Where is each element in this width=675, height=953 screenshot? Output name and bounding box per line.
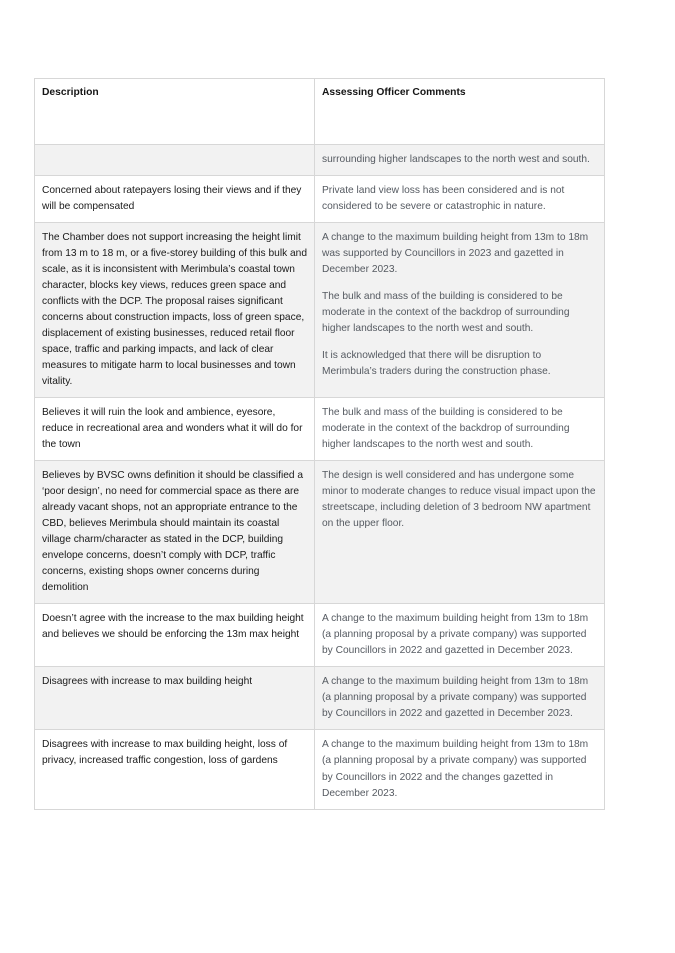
cell-description (35, 604, 315, 667)
comment-paragraph: A change to the maximum building height from 13m to 18m (a planning proposal by a private company) was supported by Councillors in 2022 and gazetted in December 2023. (322, 613, 589, 657)
comment-paragraph: A change to the maximum building height from 13m to 18m (a planning proposal by a private company) was supported by Councillors in 2022 and gazetted in December 2023. (322, 676, 589, 720)
comment-paragraph: The bulk and mass of the building is considered to be moderate in the context of the backdrop of surrounding higher landscapes to the north west and south. (322, 407, 570, 451)
cell-assessing-officer-comment (315, 176, 605, 223)
cell-assessing-officer-comment (315, 398, 605, 461)
table-header (35, 79, 605, 145)
comment-paragraph: The design is well considered and has undergone some minor to moderate changes to reduce visual impact upon the streetscape, including deletion of 3 bedroom NW apartment on the upper floor. (322, 470, 596, 530)
comment-paragraph: The bulk and mass of the building is considered to be moderate in the context of the backdrop of surrounding higher landscapes to the north west and south. (322, 291, 570, 335)
table-header-row (35, 79, 605, 145)
table-body (35, 145, 605, 810)
cell-assessing-officer-comment (315, 145, 605, 176)
cell-description (35, 461, 315, 604)
description-paragraph: Believes by BVSC owns definition it should be classified a ‘poor design’, no need for commercial space as there are already vacant shops, not an appropriate entrance to the CBD, believes Merimbula should maintain its coastal village charm/character as stated in the DCP, building envelope concerns, doesn’t comply with DCP, traffic concerns, existing shops owner concerns during demolition (42, 470, 304, 594)
cell-assessing-officer-comment (315, 730, 605, 809)
comment-paragraph: surrounding higher landscapes to the north west and south. (322, 154, 590, 165)
comment-paragraph: It is acknowledged that there will be disruption to Merimbula’s traders during the construction phase. (322, 350, 551, 378)
table-row (35, 398, 605, 461)
cell-description (35, 398, 315, 461)
table-row (35, 223, 605, 398)
description-paragraph: Disagrees with increase to max building height, loss of privacy, increased traffic congestion, loss of gardens (42, 739, 288, 767)
comment-paragraph: Private land view loss has been considered and is not considered to be severe or catastrophic in nature. (322, 185, 565, 213)
cell-description (35, 176, 315, 223)
table-row (35, 667, 605, 730)
cell-assessing-officer-comment (315, 223, 605, 398)
description-paragraph: Believes it will ruin the look and ambience, eyesore, reduce in recreational area and wonders what it will do for the town (42, 407, 303, 451)
column-header-description: Description (35, 79, 315, 145)
description-paragraph: Concerned about ratepayers losing their views and if they will be compensated (42, 185, 302, 213)
cell-assessing-officer-comment (315, 667, 605, 730)
table-row (35, 604, 605, 667)
cell-assessing-officer-comment (315, 461, 605, 604)
comment-paragraph: A change to the maximum building height from 13m to 18m was supported by Councillors in 2023 and gazetted in December 2023. (322, 232, 589, 276)
cell-assessing-officer-comment (315, 604, 605, 667)
cell-description (35, 223, 315, 398)
description-paragraph: The Chamber does not support increasing the height limit from 13 m to 18 m, or a five-storey building of this bulk and scale, as it is inconsistent with Merimbula’s coastal town character, blocks key views, reduces green space and conflicts with the DCP. The proposal raises significant concerns about construction impacts, loss of green space, displacement of existing businesses, reduced retail floor space, traffic and parking impacts, and lack of clear measures to mitigate harm to local businesses and town vitality. (42, 232, 307, 388)
submissions-table-wrapper (34, 78, 604, 810)
table-row (35, 145, 605, 176)
cell-description (35, 667, 315, 730)
cell-description (35, 145, 315, 176)
table-row (35, 176, 605, 223)
submissions-table (34, 78, 605, 810)
table-row (35, 730, 605, 809)
cell-description (35, 730, 315, 809)
description-paragraph: Doesn’t agree with the increase to the max building height and believes we should be enforcing the 13m max height (42, 613, 304, 641)
comment-paragraph: A change to the maximum building height from 13m to 18m (a planning proposal by a private company) was supported by Councillors in 2022 and the changes gazetted in December 2023. (322, 739, 589, 799)
table-row (35, 461, 605, 604)
column-header-assessing-officer-comments: Assessing Officer Comments (315, 79, 605, 145)
description-paragraph: Disagrees with increase to max building height (42, 676, 253, 688)
